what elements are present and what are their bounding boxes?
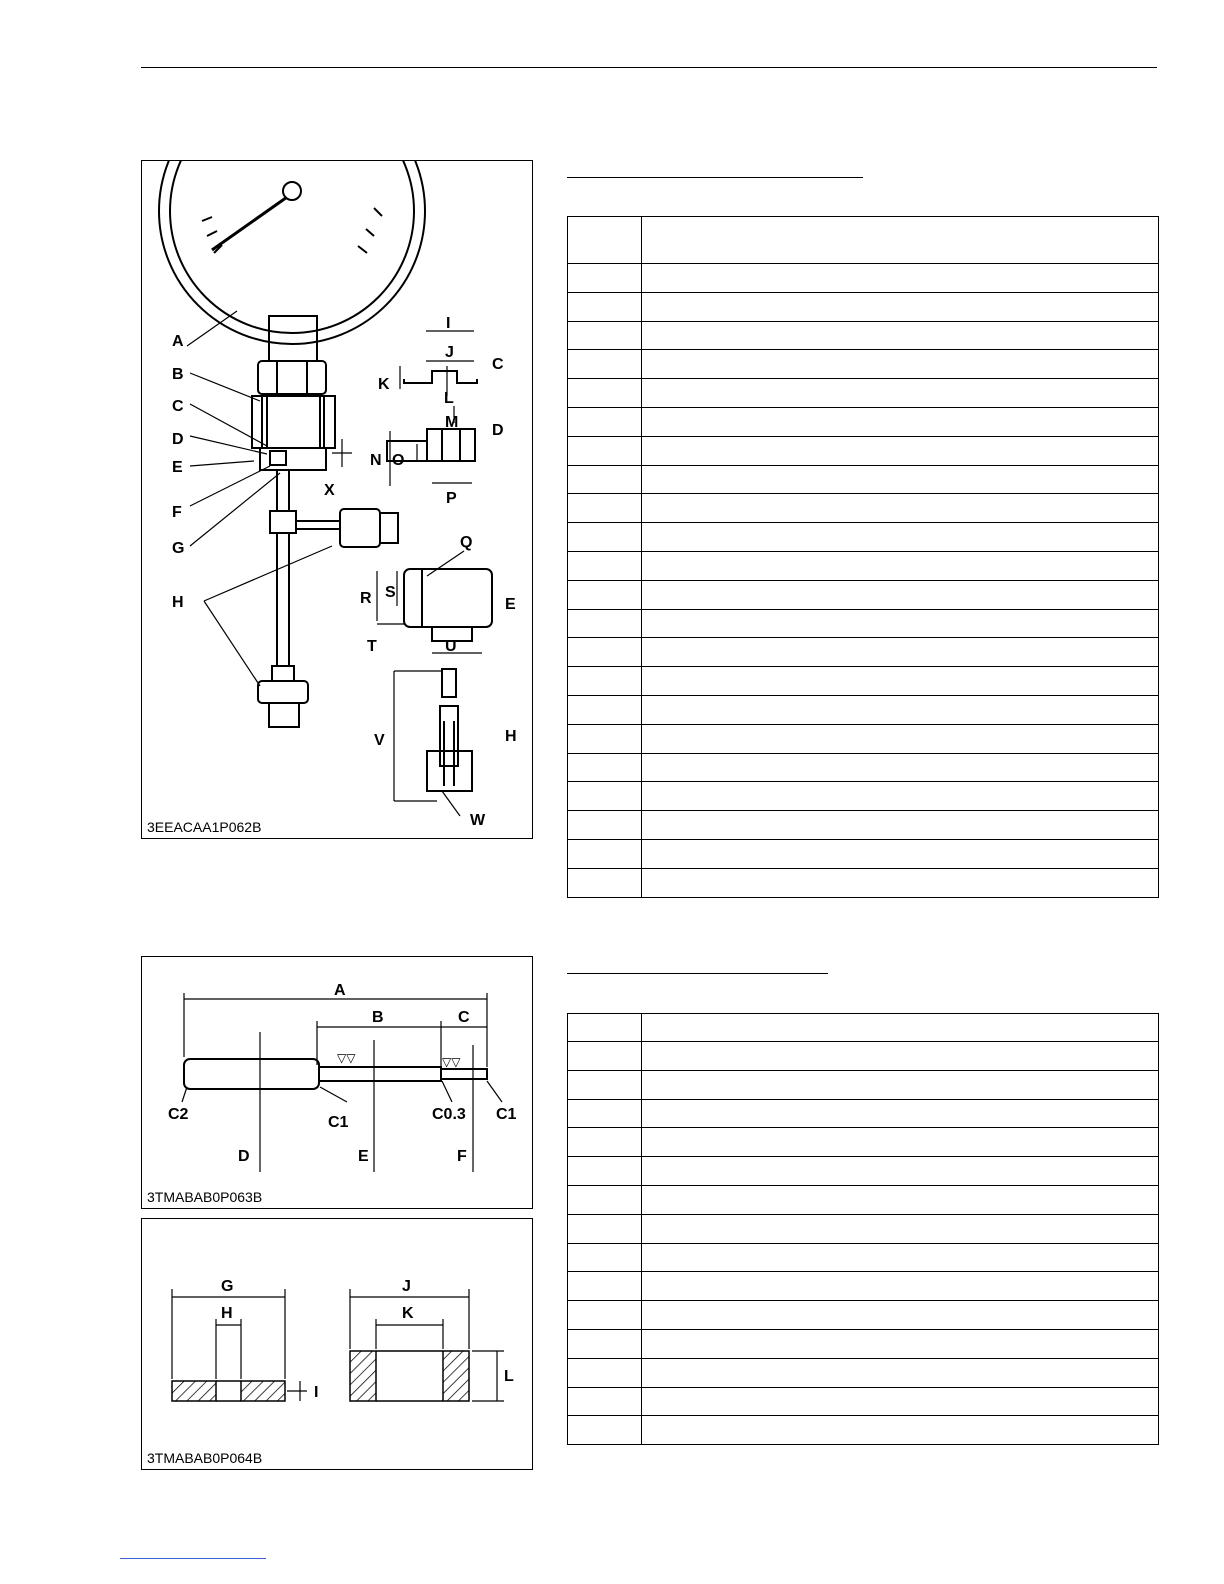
table-cell-value <box>642 465 1159 494</box>
figure-washers <box>141 1218 533 1470</box>
callout-H-detail: H <box>505 728 517 745</box>
callout-D: D <box>172 431 184 448</box>
table-row <box>568 217 1159 264</box>
table-cell-value <box>642 523 1159 552</box>
table-cell-label <box>568 1387 642 1416</box>
table-cell-label <box>568 436 642 465</box>
table-cell-label <box>568 1329 642 1358</box>
callout-C1: C1 <box>328 1114 349 1131</box>
table-row <box>568 1185 1159 1214</box>
table-row <box>568 1243 1159 1272</box>
callout-D: D <box>238 1148 250 1165</box>
table-cell-label <box>568 1099 642 1128</box>
table-cell-label <box>568 638 642 667</box>
table-row <box>568 350 1159 379</box>
table-cell-value <box>642 1272 1159 1301</box>
table-row <box>568 1014 1159 1042</box>
table-row <box>568 379 1159 408</box>
shaft-drawing <box>142 957 534 1210</box>
table-cell-label <box>568 695 642 724</box>
table-cell-value <box>642 1329 1159 1358</box>
callout-L: L <box>504 1368 514 1385</box>
table-cell-value <box>642 1014 1159 1042</box>
table-cell-value <box>642 609 1159 638</box>
callout-C: C <box>172 398 184 415</box>
figure-shaft <box>141 956 533 1209</box>
table-cell-label <box>568 868 642 897</box>
callout-F: F <box>457 1148 467 1165</box>
table-cell-value <box>642 292 1159 321</box>
callout-J: J <box>402 1278 411 1295</box>
callout-C1-end: C1 <box>496 1106 517 1123</box>
table-row <box>568 1070 1159 1099</box>
table-row <box>568 1214 1159 1243</box>
table-row <box>568 695 1159 724</box>
table-cell-value <box>642 494 1159 523</box>
table-row <box>568 753 1159 782</box>
callout-C-detail: C <box>492 356 504 373</box>
callout-P: P <box>446 490 457 507</box>
callout-E: E <box>172 459 183 476</box>
table-cell-value <box>642 1301 1159 1330</box>
table-row <box>568 1301 1159 1330</box>
header-rule <box>141 67 1157 68</box>
table-row <box>568 1387 1159 1416</box>
table-cell-label <box>568 264 642 293</box>
callout-D-detail: D <box>492 422 504 439</box>
table-cell-label <box>568 321 642 350</box>
table-cell-value <box>642 1243 1159 1272</box>
table-cell-label <box>568 407 642 436</box>
table-row <box>568 1416 1159 1445</box>
callout-Q: Q <box>460 534 473 551</box>
table-cell-label <box>568 350 642 379</box>
table-cell-label <box>568 1358 642 1387</box>
table-cell-value <box>642 724 1159 753</box>
callout-O: O <box>392 452 405 469</box>
table-row <box>568 1329 1159 1358</box>
table-cell-label <box>568 839 642 868</box>
table-cell-value <box>642 217 1159 264</box>
table-cell-label <box>568 1243 642 1272</box>
table-cell-label <box>568 782 642 811</box>
callout-C0.3: C0.3 <box>432 1106 466 1123</box>
table-cell-value <box>642 638 1159 667</box>
callout-A: A <box>172 333 184 350</box>
table-row <box>568 436 1159 465</box>
table-cell-value <box>642 350 1159 379</box>
callout-X: X <box>324 482 335 499</box>
table-cell-label <box>568 1301 642 1330</box>
figure-code: 3TMABAB0P063B <box>147 1189 263 1205</box>
table-cell-label <box>568 379 642 408</box>
table-cell-label <box>568 1157 642 1186</box>
table-row <box>568 1358 1159 1387</box>
spec-table-2 <box>567 1013 1159 1445</box>
table-row <box>568 667 1159 696</box>
table-cell-label <box>568 217 642 264</box>
table-cell-label <box>568 1042 642 1071</box>
table-cell-value <box>642 839 1159 868</box>
callout-L: L <box>444 390 454 407</box>
table-row <box>568 551 1159 580</box>
table-cell-value <box>642 1157 1159 1186</box>
table-cell-label <box>568 523 642 552</box>
callout-G: G <box>221 1278 234 1295</box>
table-cell-value <box>642 1070 1159 1099</box>
callout-B: B <box>372 1009 384 1026</box>
section-title-rule-2 <box>567 973 828 974</box>
table-cell-value <box>642 1042 1159 1071</box>
table-row <box>568 811 1159 840</box>
table-cell-value <box>642 407 1159 436</box>
callout-E-detail: E <box>505 596 516 613</box>
callout-B: B <box>172 366 184 383</box>
table-cell-label <box>568 494 642 523</box>
callout-K: K <box>378 376 390 393</box>
table-row <box>568 465 1159 494</box>
table-cell-label <box>568 1070 642 1099</box>
table-cell-label <box>568 1214 642 1243</box>
table-cell-value <box>642 379 1159 408</box>
table-cell-value <box>642 1099 1159 1128</box>
callout-C: C <box>458 1009 470 1026</box>
table-cell-value <box>642 436 1159 465</box>
table-cell-value <box>642 264 1159 293</box>
callout-A: A <box>334 982 346 999</box>
table-cell-label <box>568 465 642 494</box>
table-row <box>568 1099 1159 1128</box>
table-cell-value <box>642 753 1159 782</box>
figure-pressure-gauge-adaptor <box>141 160 533 839</box>
callout-W: W <box>470 812 486 829</box>
callout-V: V <box>374 732 385 749</box>
table-cell-label <box>568 1272 642 1301</box>
table-row <box>568 609 1159 638</box>
table-row <box>568 724 1159 753</box>
table-cell-label <box>568 1416 642 1445</box>
table-row <box>568 321 1159 350</box>
table-row <box>568 1128 1159 1157</box>
table-row <box>568 264 1159 293</box>
spec-table-1 <box>567 216 1159 898</box>
table-cell-label <box>568 753 642 782</box>
table-cell-label <box>568 551 642 580</box>
table-cell-label <box>568 580 642 609</box>
callout-U: U <box>445 638 457 655</box>
section-title-rule-1 <box>567 177 863 178</box>
table-cell-label <box>568 667 642 696</box>
table-cell-label <box>568 1128 642 1157</box>
callout-S: S <box>385 584 396 601</box>
svg-text:▽▽: ▽▽ <box>442 1055 461 1069</box>
table-row <box>568 407 1159 436</box>
callout-R: R <box>360 590 372 607</box>
callout-G: G <box>172 540 185 557</box>
table-cell-label <box>568 1185 642 1214</box>
table-cell-label <box>568 724 642 753</box>
table-row <box>568 638 1159 667</box>
callout-T: T <box>367 638 377 655</box>
table-row <box>568 839 1159 868</box>
table-cell-value <box>642 1358 1159 1387</box>
table-row <box>568 292 1159 321</box>
table-cell-label <box>568 811 642 840</box>
callout-J: J <box>445 344 454 361</box>
table-row <box>568 1042 1159 1071</box>
table-cell-label <box>568 609 642 638</box>
table-cell-value <box>642 868 1159 897</box>
callout-F: F <box>172 504 182 521</box>
table-cell-value <box>642 667 1159 696</box>
table-row <box>568 580 1159 609</box>
table-cell-value <box>642 1128 1159 1157</box>
callout-H: H <box>221 1305 233 1322</box>
svg-text:▽▽: ▽▽ <box>337 1051 356 1065</box>
callout-H: H <box>172 594 184 611</box>
callout-M: M <box>445 414 459 431</box>
table-cell-value <box>642 782 1159 811</box>
table-cell-label <box>568 1014 642 1042</box>
table-row <box>568 782 1159 811</box>
table-cell-value <box>642 321 1159 350</box>
table-cell-value <box>642 1416 1159 1445</box>
callout-I: I <box>314 1384 319 1401</box>
table-cell-value <box>642 580 1159 609</box>
washers-drawing <box>142 1219 534 1471</box>
table-row <box>568 1157 1159 1186</box>
table-cell-value <box>642 1214 1159 1243</box>
table-cell-value <box>642 695 1159 724</box>
callout-C2: C2 <box>168 1106 189 1123</box>
gauge-adaptor-drawing <box>142 161 534 840</box>
table-row <box>568 494 1159 523</box>
table-row <box>568 523 1159 552</box>
table-row <box>568 868 1159 897</box>
table-cell-value <box>642 811 1159 840</box>
figure-code: 3EEACAA1P062B <box>147 819 262 835</box>
callout-E: E <box>358 1148 369 1165</box>
table-row <box>568 1272 1159 1301</box>
table-cell-value <box>642 551 1159 580</box>
table-cell-value <box>642 1185 1159 1214</box>
table-cell-label <box>568 292 642 321</box>
callout-I: I <box>446 315 451 332</box>
table-cell-value <box>642 1387 1159 1416</box>
footer-link-rule <box>120 1558 266 1559</box>
figure-code: 3TMABAB0P064B <box>147 1450 263 1466</box>
callout-N: N <box>370 452 382 469</box>
callout-K: K <box>402 1305 414 1322</box>
